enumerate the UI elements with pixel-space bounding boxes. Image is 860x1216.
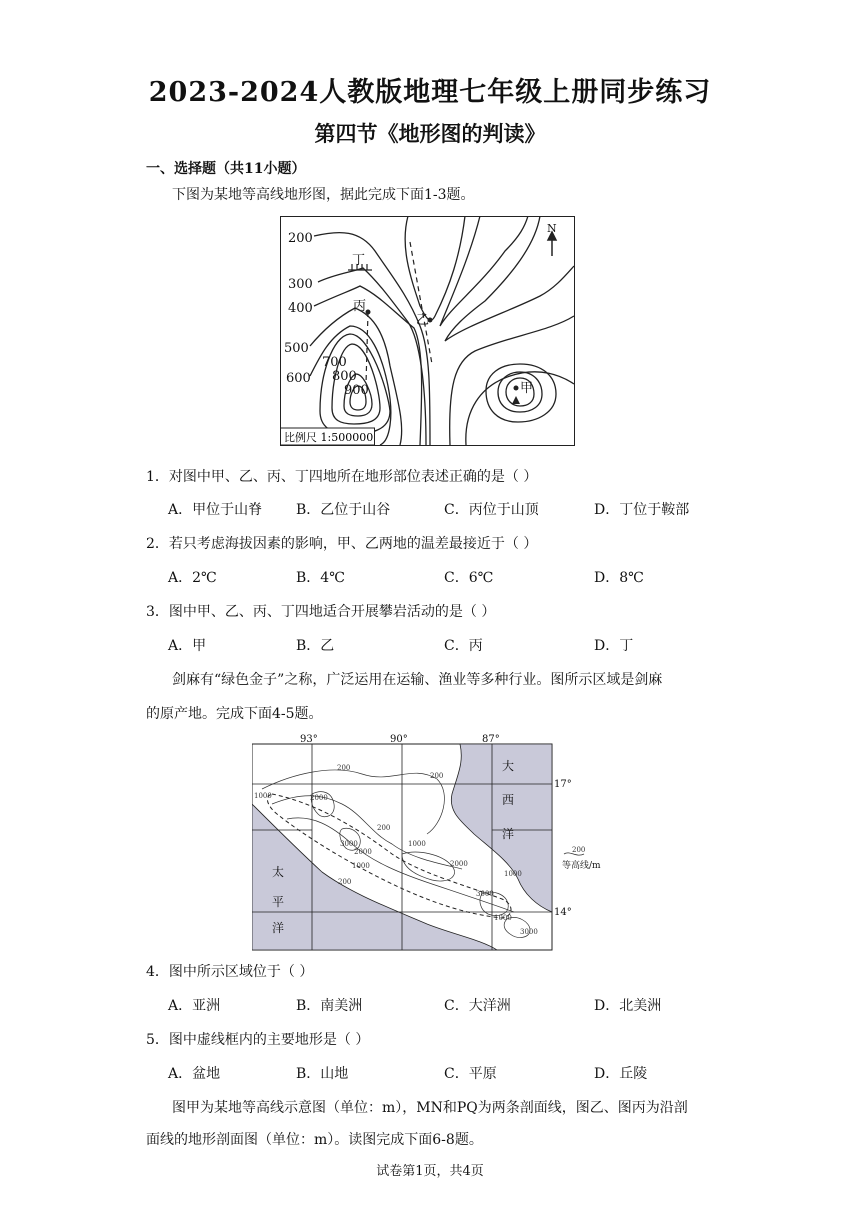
- lat-17: 17°: [554, 779, 572, 790]
- elev-label: 2000: [310, 794, 328, 802]
- elev-label: 200: [430, 772, 444, 780]
- contour-label-300: 300: [288, 277, 313, 292]
- elev-label: 1000: [254, 792, 272, 800]
- elev-label: 1000: [352, 862, 370, 870]
- option-d[interactable]: D．丁位于鞍部: [594, 502, 690, 518]
- contour-label-500: 500: [284, 341, 309, 356]
- scale-label: 比例尺 1:500000: [284, 431, 374, 444]
- section-heading: 一、选择题（共11小题）: [146, 161, 306, 177]
- page-subtitle: 第四节《地形图的判读》: [314, 121, 546, 146]
- elev-label: 3000: [520, 928, 538, 936]
- option-c[interactable]: C．丙: [444, 638, 483, 654]
- lon-90: 90°: [390, 734, 408, 745]
- option-a[interactable]: A．甲位于山脊: [168, 502, 263, 518]
- question-1-options: [168, 500, 768, 520]
- question-2: 2．若只考虑海拔因素的影响，甲、乙两地的温差最接近于（ ）: [146, 536, 538, 552]
- lon-87: 87°: [482, 734, 500, 745]
- option-c[interactable]: C．大洋洲: [444, 998, 511, 1014]
- lon-93: 93°: [300, 734, 318, 745]
- question-3-options: [168, 636, 768, 656]
- option-c[interactable]: C．平原: [444, 1066, 497, 1082]
- contour-label-600: 600: [286, 371, 311, 386]
- option-c[interactable]: C．丙位于山顶: [444, 502, 539, 518]
- legend-text: 等高线/m: [562, 861, 601, 871]
- group1-intro: 下图为某地等高线地形图，据此完成下面1-3题。: [172, 187, 475, 203]
- group3-intro-line2: 面线的地形剖面图（单位：m）。读图完成下面6-8题。: [146, 1132, 483, 1148]
- group2-intro-line2: 的原产地。完成下面4-5题。: [146, 706, 323, 722]
- question-5-options: [168, 1064, 768, 1084]
- elev-label: 200: [377, 824, 391, 832]
- elev-label: 2000: [354, 848, 372, 856]
- pacific-char-3: 洋: [272, 921, 285, 935]
- elev-label: 3000: [340, 840, 358, 848]
- point-ding: 丁: [352, 253, 366, 268]
- elev-label: 200: [337, 764, 351, 772]
- pacific-char-2: 平: [272, 895, 285, 909]
- elev-label: 2000: [450, 860, 468, 868]
- option-b[interactable]: B．南美洲: [296, 998, 363, 1014]
- option-a[interactable]: A．亚洲: [168, 998, 221, 1014]
- group3-intro-line1: 图甲为某地等高线示意图（单位：m），MN和PQ为两条剖面线，图乙、图丙为沿剖: [172, 1100, 688, 1116]
- option-a[interactable]: A．甲: [168, 638, 207, 654]
- contour-label-200: 200: [288, 231, 313, 246]
- option-a[interactable]: A．盆地: [168, 1066, 221, 1082]
- lat-14: 14°: [554, 907, 572, 918]
- atlantic-char-3: 洋: [502, 827, 515, 841]
- option-d[interactable]: D．北美洲: [594, 998, 662, 1014]
- pacific-char-1: 太: [272, 865, 285, 879]
- option-d[interactable]: D．丘陵: [594, 1066, 648, 1082]
- question-4: 4．图中所示区域位于（ ）: [146, 964, 314, 980]
- option-d[interactable]: D．丁: [594, 638, 634, 654]
- option-b[interactable]: B．4℃: [296, 570, 345, 586]
- atlantic-char-2: 西: [502, 793, 515, 807]
- elev-label: 1000: [408, 840, 426, 848]
- option-d[interactable]: D．8℃: [594, 570, 644, 586]
- elev-label: 1000: [504, 870, 522, 878]
- contour-map-1: [280, 216, 575, 446]
- contour-label-700: 700: [322, 355, 347, 370]
- elev-label: 200: [338, 878, 352, 886]
- group2-intro-line1: 剑麻有“绿色金子”之称，广泛运用在运输、渔业等多种行业。图所示区域是剑麻: [172, 672, 663, 688]
- option-c[interactable]: C．6℃: [444, 570, 494, 586]
- point-yi: 乙: [416, 313, 430, 328]
- option-a[interactable]: A．2℃: [168, 570, 217, 586]
- north-label: N: [547, 222, 557, 235]
- option-b[interactable]: B．乙: [296, 638, 335, 654]
- option-b[interactable]: B．乙位于山谷: [296, 502, 391, 518]
- legend-value: 200: [572, 846, 586, 854]
- question-5: 5．图中虚线框内的主要地形是（ ）: [146, 1032, 370, 1048]
- central-america-map: [252, 734, 622, 952]
- option-b[interactable]: B．山地: [296, 1066, 349, 1082]
- elev-label: 3000: [476, 890, 494, 898]
- atlantic-char-1: 大: [502, 759, 515, 773]
- point-jia: 甲: [520, 381, 534, 396]
- contour-label-800: 800: [332, 369, 357, 384]
- contour-label-400: 400: [288, 301, 313, 316]
- page-title: 2023-2024人教版地理七年级上册同步练习: [148, 77, 712, 108]
- question-2-options: [168, 568, 768, 588]
- question-1: 1．对图中甲、乙、丙、丁四地所在地形部位表述正确的是（ ）: [146, 469, 538, 485]
- contour-label-900: 900: [344, 383, 369, 398]
- question-3: 3．图中甲、乙、丙、丁四地适合开展攀岩活动的是（ ）: [146, 604, 496, 620]
- point-bing: 丙: [353, 299, 367, 314]
- question-4-options: [168, 996, 768, 1016]
- page-footer: 试卷第1页，共4页: [376, 1164, 484, 1179]
- elev-label: 1000: [494, 914, 512, 922]
